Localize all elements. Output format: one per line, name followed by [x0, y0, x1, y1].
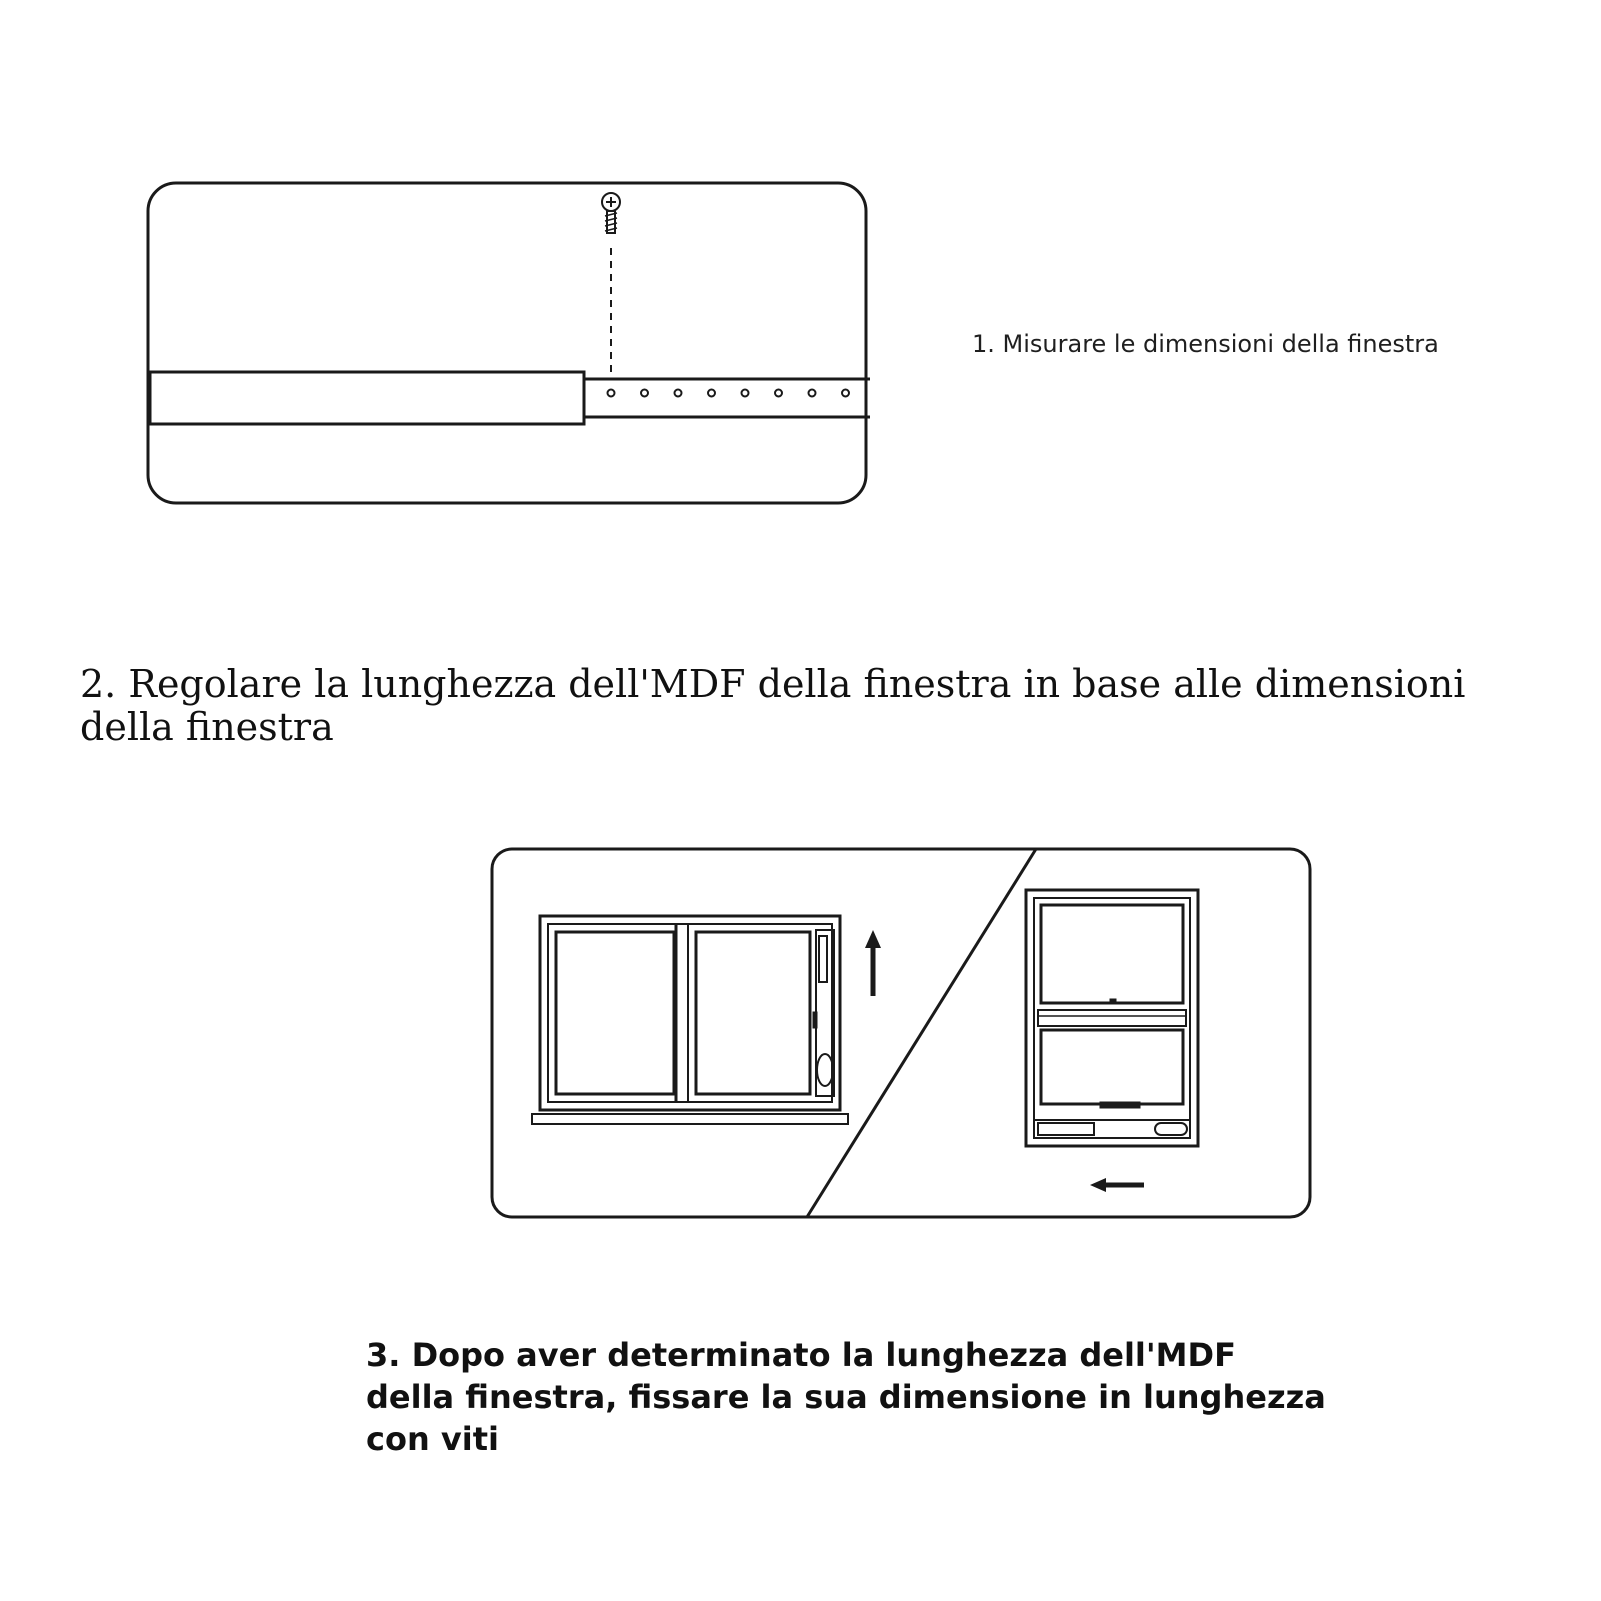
step-3-text: 3. Dopo aver determinato la lunghezza dell'MDF della finestra, fissare la sua dimensione in lunghezza con viti [366, 1336, 1326, 1458]
windows-svg [486, 844, 1318, 1222]
mdf-adjust-svg [140, 178, 870, 508]
mdf-holes [608, 390, 850, 397]
mdf-hole [742, 390, 749, 397]
step-1-text: 1. Misurare le dimensioni della finestra [972, 330, 1439, 358]
mdf-hole [708, 390, 715, 397]
mdf-hole [842, 390, 849, 397]
panel-frame-2 [492, 849, 1310, 1217]
mdf-hole [675, 390, 682, 397]
arrow-up-icon [865, 930, 881, 996]
panel-frame [148, 183, 866, 503]
windows-illustration [486, 844, 1318, 1222]
hung-window [1026, 890, 1198, 1146]
mdf-hole [809, 390, 816, 397]
mdf-outer-piece [150, 372, 584, 424]
arrow-left-icon [1090, 1178, 1144, 1192]
step-2-text: 2. Regolare la lunghezza dell'MDF della finestra in base alle dimensioni della finestra [80, 662, 1466, 749]
sliding-window [532, 916, 848, 1124]
mdf-hole [775, 390, 782, 397]
mdf-hole [641, 390, 648, 397]
mdf-hole [608, 390, 615, 397]
screw-icon [602, 193, 620, 233]
mdf-adjust-illustration [140, 178, 870, 508]
